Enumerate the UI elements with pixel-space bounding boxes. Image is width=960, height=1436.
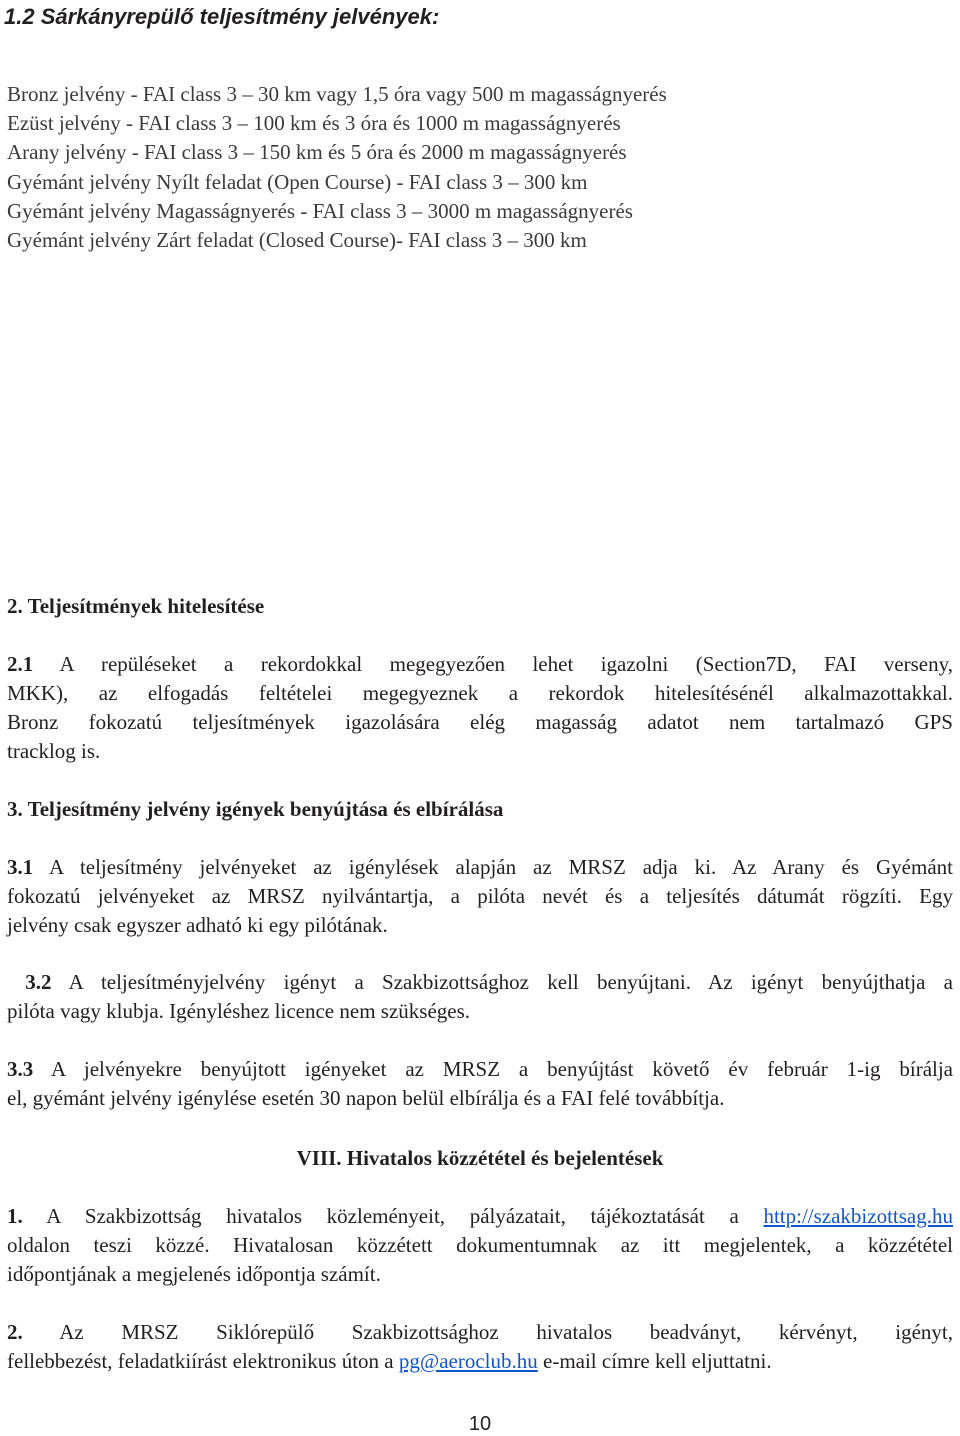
- paragraph-line: jelvény csak egyszer adható ki egy pilótának.: [7, 913, 388, 937]
- paragraph-line: 1. A Szakbizottság hivatalos közleményeit, pályázatait, tájékoztatását a http://szakbizottsag.hu: [7, 1204, 953, 1228]
- paragraph-number: 2.: [7, 1320, 23, 1344]
- paragraph-line: oldalon teszi közzé. Hivatalosan közzétett dokumentumnak az itt megjelentek, a közzététel: [7, 1233, 953, 1257]
- paragraph-line: 2. Az MRSZ Siklórepülő Szakbizottsághoz hivatalos beadványt, kérvényt, igényt,: [7, 1320, 954, 1344]
- section-8-2-paragraph: [7, 1318, 953, 1376]
- email-link[interactable]: pg@aeroclub.hu: [398, 1349, 538, 1373]
- badge-list: [7, 80, 953, 255]
- szakbizottsag-link[interactable]: http://szakbizottsag.hu: [763, 1204, 953, 1228]
- paragraph-line: tracklog is.: [7, 739, 101, 763]
- paragraph-line: el, gyémánt jelvény igénylése esetén 30 napon belül elbírálja és a FAI felé továbbítja.: [7, 1086, 725, 1110]
- paragraph-number: 3.2: [25, 970, 52, 994]
- paragraph-number: 1.: [7, 1204, 23, 1228]
- paragraph-number: 3.3: [7, 1057, 34, 1081]
- badge-item: Gyémánt jelvény Magasságnyerés - FAI class 3 – 3000 m magasságnyerés: [7, 198, 633, 223]
- section-2-title: 2. Teljesítmények hitelesítése: [7, 594, 265, 618]
- paragraph-number: 3.1: [7, 855, 34, 879]
- section-heading-1-2: 1.2 Sárkányrepülő teljesítmény jelvények:: [4, 4, 440, 29]
- section-3-2-paragraph: [7, 968, 953, 1026]
- paragraph-line: fellebbezést, feladatkiírást elektronikus úton a pg@aeroclub.hu e-mail címre kell eljuttatni.: [7, 1349, 772, 1373]
- section-2-1-paragraph: [7, 650, 953, 766]
- paragraph-line: 2.1 A repüléseket a rekordokkal megegyezően lehet igazolni (Section7D, FAI verseny,: [7, 652, 953, 676]
- paragraph-line: 3.2 A teljesítményjelvény igényt a Szakbizottsághoz kell benyújtani. Az igényt benyújthatja a: [25, 970, 953, 994]
- paragraph-number: 2.1: [7, 652, 34, 676]
- paragraph-line: pilóta vagy klubja. Igényléshez licence nem szükséges.: [7, 999, 471, 1023]
- section-3-title: 3. Teljesítmény jelvény igények benyújtása és elbírálása: [7, 797, 504, 821]
- section-8-1-paragraph: [7, 1202, 953, 1289]
- paragraph-line: fokozatú jelvényeket az MRSZ nyilvántartja, a pilóta nevét és a teljesítés dátumát rögzíti. Egy: [7, 884, 953, 908]
- section-3-1-paragraph: [7, 853, 953, 940]
- paragraph-line: MKK), az elfogadás feltételei megegyeznek a rekordok hitelesítésénél alkalmazottakkal.: [7, 681, 953, 705]
- paragraph-line: Bronz fokozatú teljesítmények igazolására elég magasság adatot nem tartalmazó GPS: [7, 710, 953, 734]
- section-3-3-paragraph: [7, 1055, 953, 1113]
- paragraph-line: 3.3 A jelvényekre benyújtott igényeket az MRSZ a benyújtást követő év február 1-ig bírálja: [7, 1057, 954, 1081]
- badge-item: Arany jelvény - FAI class 3 – 150 km és 5 óra és 2000 m magasságnyerés: [7, 140, 627, 165]
- badge-item: Gyémánt jelvény Zárt feladat (Closed Course)- FAI class 3 – 300 km: [7, 228, 587, 253]
- paragraph-line: 3.1 A teljesítmény jelvényeket az igénylések alapján az MRSZ adja ki. Az Arany és Gyémánt: [7, 855, 953, 879]
- badge-item: Bronz jelvény - FAI class 3 – 30 km vagy 1,5 óra vagy 500 m magasságnyerés: [7, 82, 667, 106]
- badge-item: Gyémánt jelvény Nyílt feladat (Open Course) - FAI class 3 – 300 km: [7, 169, 588, 194]
- section-8-title: VIII. Hivatalos közzététel és bejelentések: [296, 1146, 664, 1170]
- badge-item: Ezüst jelvény - FAI class 3 – 100 km és 3 óra és 1000 m magasságnyerés: [7, 111, 621, 136]
- page-number: 10: [468, 1413, 492, 1435]
- paragraph-line: időpontjának a megjelenés időpontja számít.: [7, 1262, 381, 1286]
